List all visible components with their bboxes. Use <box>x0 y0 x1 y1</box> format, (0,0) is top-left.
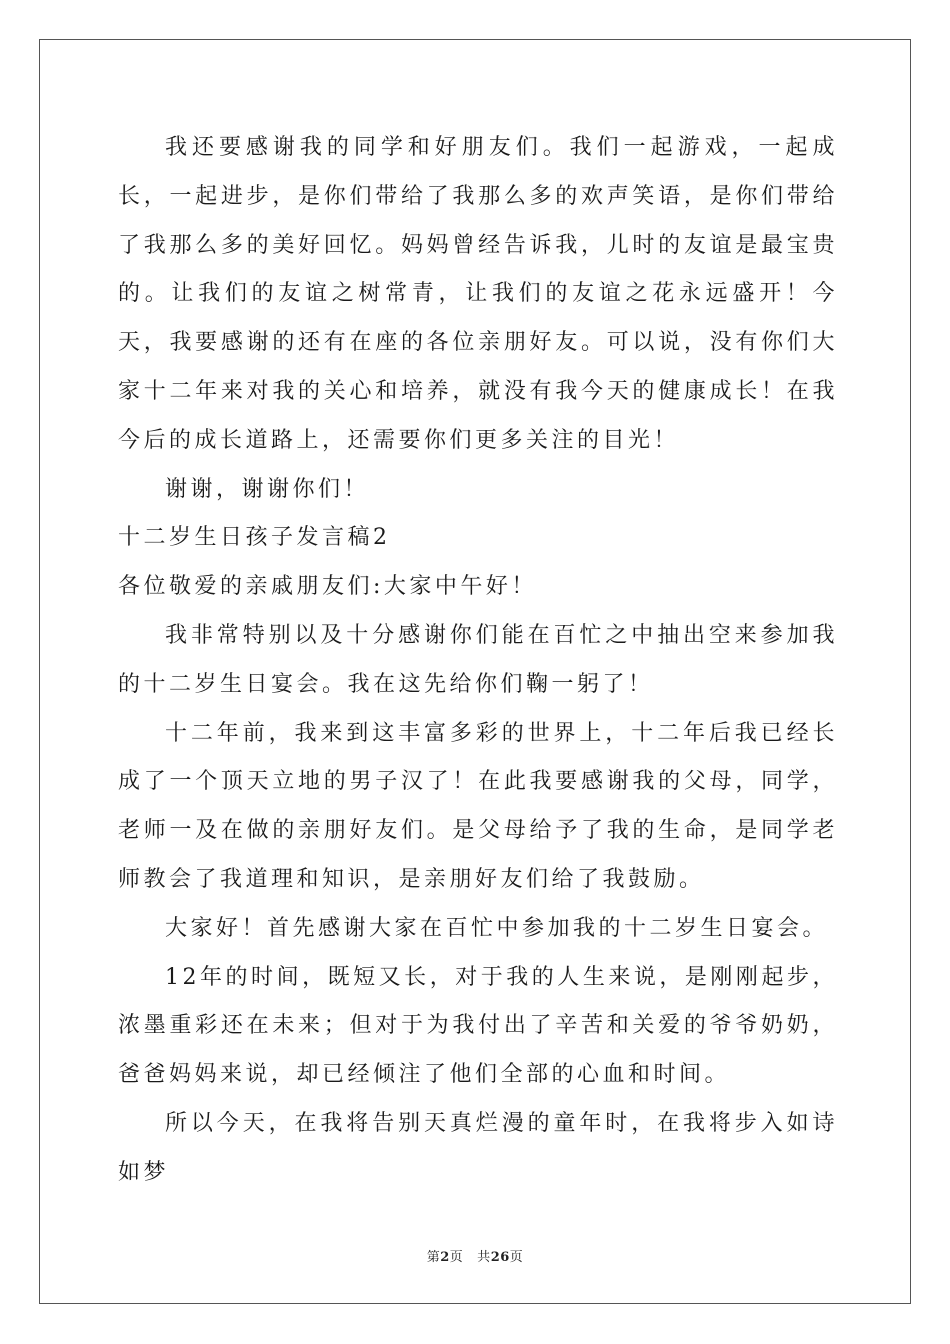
total-prefix: 共 <box>477 1250 491 1265</box>
paragraph: 我还要感谢我的同学和好朋友们。我们一起游戏，一起成长，一起进步，是你们带给了我那么多的欢声笑语，是你们带给了我那么多的美好回忆。妈妈曾经告诉我，儿时的友谊是最宝贵的。让我们的友谊之树常青，让我们的友谊之花永远盛开！今天，我要感谢的还有在座的各位亲朋好友。可以说，没有你们大家十二年来对我的关心和培养，就没有我今天的健康成长！在我今后的成长道路上，还需要你们更多关注的目光！ <box>118 135 838 453</box>
page-footer <box>0 1246 950 1265</box>
paragraph: 所以今天，在我将告别天真烂漫的童年时，在我将步入如诗如梦 <box>118 1110 838 1185</box>
page-prefix: 第 <box>426 1250 441 1265</box>
section-heading: 十二岁生日孩子发言稿2 <box>118 525 391 551</box>
paragraph: 12年的时间，既短又长，对于我的人生来说，是刚刚起步，浓墨重彩还在未来；但对于为我付出了辛苦和关爱的爷爷奶奶，爸爸妈妈来说，却已经倾注了他们全部的心血和时间。 <box>118 964 838 1088</box>
page-total: 26 <box>490 1250 510 1265</box>
page-current: 2 <box>440 1250 450 1265</box>
page-suffix: 页 <box>449 1250 464 1265</box>
total-suffix: 页 <box>509 1250 524 1265</box>
salutation: 各位敬爱的亲戚朋友们:大家中午好！ <box>118 574 537 600</box>
paragraph: 我非常特别以及十分感谢你们能在百忙之中抽出空来参加我的十二岁生日宴会。我在这先给你们鞠一躬了！ <box>118 622 838 697</box>
paragraph: 十二年前，我来到这丰富多彩的世界上，十二年后我已经长成了一个顶天立地的男子汉了！在此我要感谢我的父母，同学，老师一及在做的亲朋好友们。是父母给予了我的生命，是同学老师教会了我道理和知识，是亲朋好友们给了我鼓励。 <box>118 720 838 892</box>
document-body <box>118 124 838 1198</box>
paragraph: 大家好！首先感谢大家在百忙中参加我的十二岁生日宴会。 <box>165 915 829 941</box>
paragraph: 谢谢，谢谢你们！ <box>165 476 370 502</box>
